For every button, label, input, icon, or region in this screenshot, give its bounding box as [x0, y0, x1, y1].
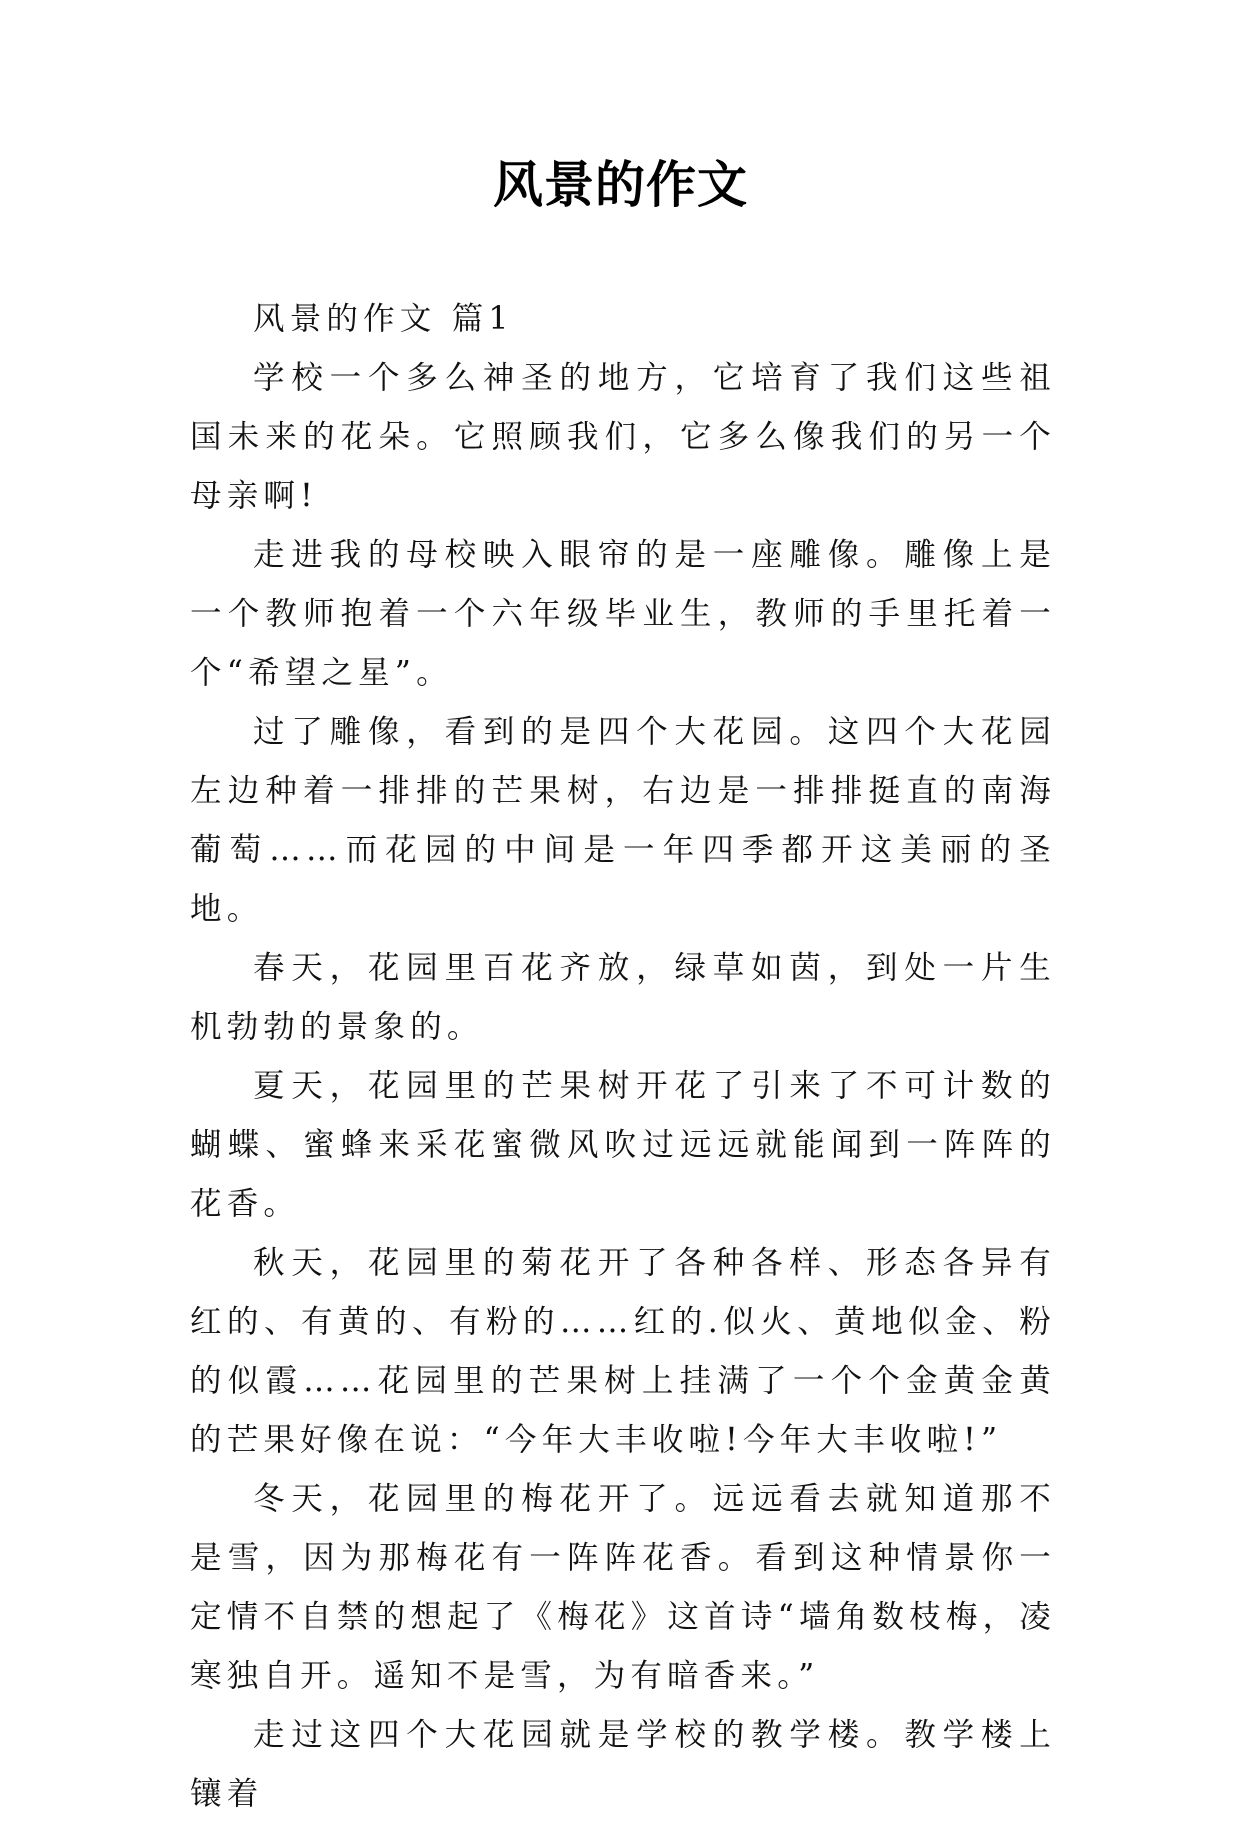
paragraph: 走进我的母校映入眼帘的是一座雕像。雕像上是一个教师抱着一个六年级毕业生，教师的手里托着一个“希望之星”。 [190, 537, 1056, 691]
page-title: 风景的作文 [493, 155, 748, 214]
paragraph: 走过这四个大花园就是学校的教学楼。教学楼上镶着 [190, 1717, 1056, 1812]
paragraph: 夏天，花园里的芒果树开花了引来了不可计数的蝴蝶、蜜蜂来采花蜜微风吹过远远就能闻到一阵阵的花香。 [190, 1068, 1056, 1222]
section-heading: 风景的作文 篇1 [253, 301, 514, 337]
paragraph: 春天，花园里百花齐放，绿草如茵，到处一片生机勃勃的景象的。 [190, 950, 1056, 1045]
paragraph: 冬天，花园里的梅花开了。远远看去就知道那不是雪，因为那梅花有一阵阵花香。看到这种情景你一定情不自禁的想起了《梅花》这首诗“墙角数枝梅，凌寒独自开。遥知不是雪，为有暗香来。” [190, 1481, 1056, 1694]
document-body [190, 290, 1056, 1824]
paragraph: 过了雕像，看到的是四个大花园。这四个大花园左边种着一排排的芒果树，右边是一排排挺直的南海葡萄……而花园的中间是一年四季都开这美丽的圣地。 [190, 714, 1056, 927]
paragraph: 秋天，花园里的菊花开了各种各样、形态各异有红的、有黄的、有粉的……红的.似火、黄地似金、粉的似霞……花园里的芒果树上挂满了一个个金黄金黄的芒果好像在说：“今年大丰收啦!今年大丰收啦!” [190, 1245, 1056, 1458]
paragraph: 学校一个多么神圣的地方，它培育了我们这些祖国未来的花朵。它照顾我们，它多么像我们的另一个母亲啊! [190, 360, 1056, 514]
